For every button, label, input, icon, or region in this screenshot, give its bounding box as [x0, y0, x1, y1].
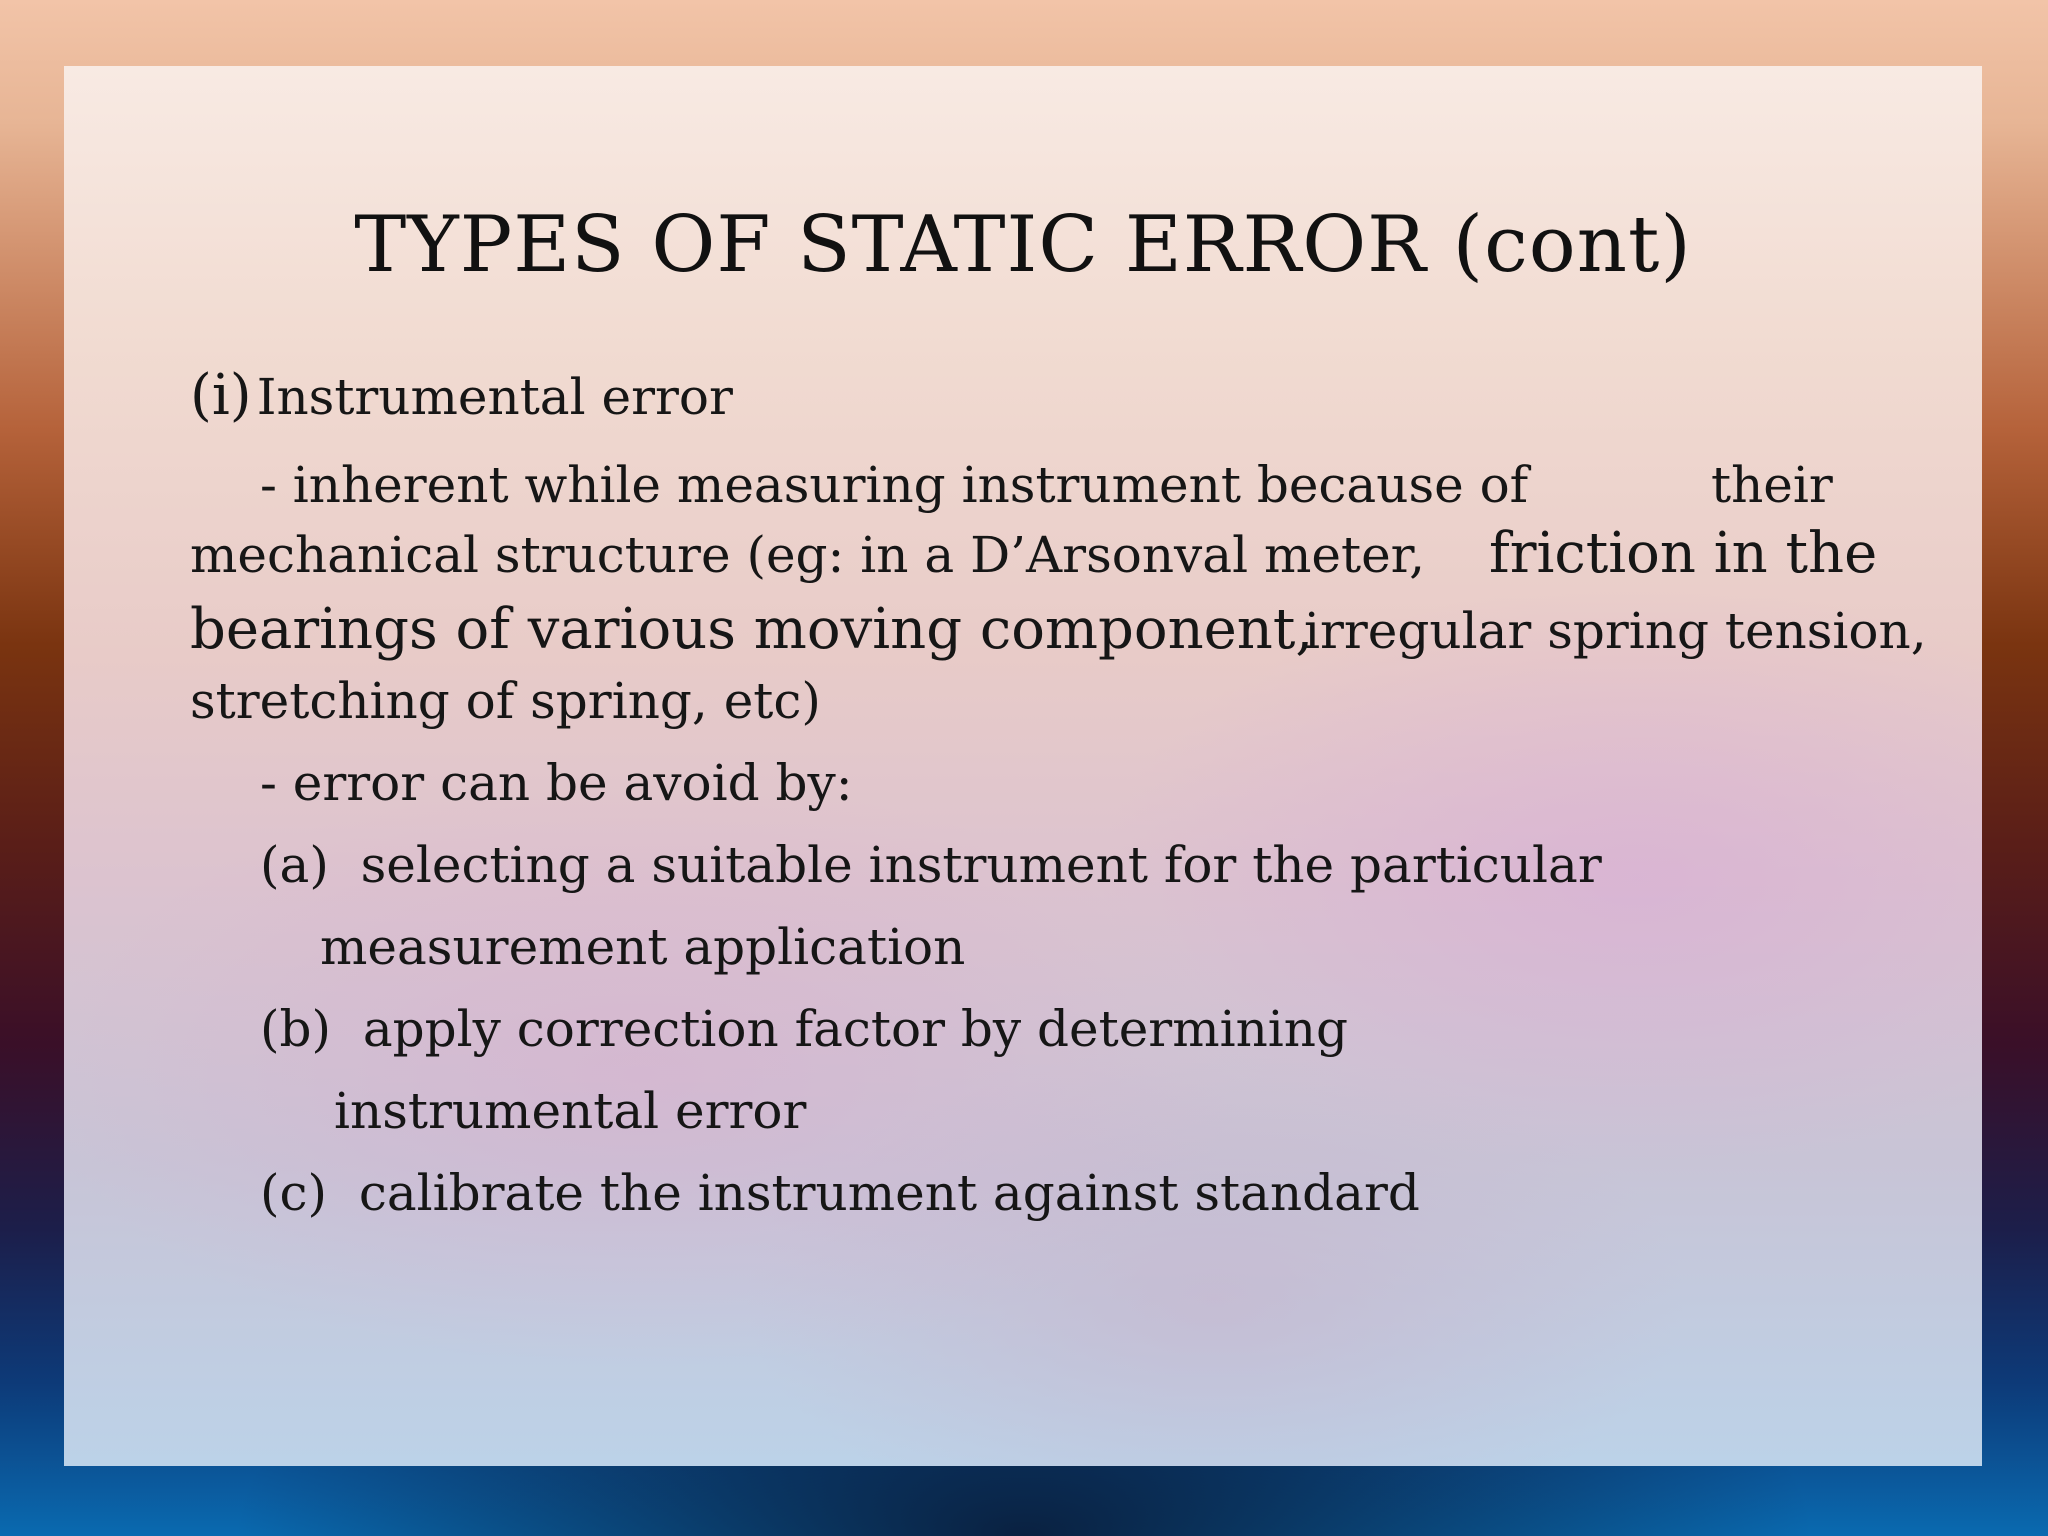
list-item-c-marker: (c): [260, 1164, 328, 1222]
list-item-b: [260, 1000, 1349, 1058]
heading-text: Instrumental error: [256, 368, 733, 426]
slide-content-panel: [64, 66, 1982, 1466]
slide-title: TYPES OF STATIC ERROR (cont): [354, 200, 1692, 290]
para1-line1-right: their: [1711, 456, 1833, 514]
heading-marker: (i): [190, 363, 252, 428]
list-item-a-line1: selecting a suitable instrument for the particular: [360, 836, 1602, 894]
list-item-b-marker: (b): [260, 1000, 332, 1058]
para1-line2-left-text: mechanical structure (eg: in a D’Arsonval meter,: [190, 526, 1425, 584]
heading-row: [190, 363, 733, 428]
list-item-c-line1: calibrate the instrument against standard: [358, 1164, 1420, 1222]
list-item-c: [260, 1164, 1420, 1222]
list-item-a: [260, 836, 1602, 894]
avoid-intro: - error can be avoid by:: [260, 754, 853, 812]
para1-line4: stretching of spring, etc): [190, 672, 821, 730]
para1-line3-left: bearings of various moving component,: [190, 597, 1314, 662]
para1-line1-left: - inherent while measuring instrument because of: [260, 456, 1529, 514]
list-item-b-line2: instrumental error: [334, 1082, 807, 1140]
para1-line3-right: irregular spring tension,: [1304, 602, 1927, 660]
para1-line2-left: [190, 526, 1425, 584]
list-item-b-line1: apply correction factor by determining: [362, 1000, 1349, 1058]
para1-line2-right: friction in the: [1489, 521, 1878, 586]
list-item-a-line2: measurement application: [320, 918, 966, 976]
list-item-a-marker: (a): [260, 836, 329, 894]
